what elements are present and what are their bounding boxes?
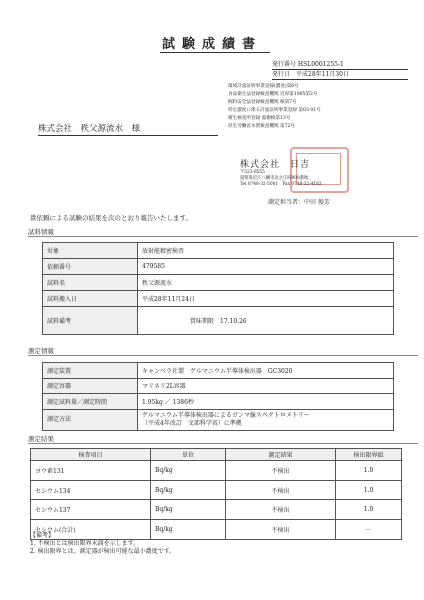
table-row [43, 394, 394, 410]
test-info-table [42, 242, 394, 335]
company-address: 滋賀県近江八幡市北之庄町908番地 [240, 176, 309, 181]
table-header-row [31, 449, 402, 461]
result-value: 不検出 [226, 520, 336, 540]
row-label: 測定装置 [43, 363, 138, 379]
column-header: 検査項目 [31, 449, 151, 461]
result-item: セシウム(合計) [31, 520, 151, 540]
addressee: 株式会社 秩父源流水 様 [38, 122, 218, 136]
row-label: 測定容器 [43, 378, 138, 394]
table-row [43, 378, 394, 394]
row-label: 試料搬入日 [43, 291, 138, 307]
registration-item: 厚生労働省水質検査機関 第72号 [228, 124, 296, 129]
registration-item: 飼料安全法登録検査機関 検第7号 [228, 100, 297, 105]
issue-date: 発行日 平成28年11月30日 [272, 70, 408, 80]
row-value: 1.95kg ／ 1386秒 [138, 394, 394, 410]
document-title: 試験成績書 [161, 37, 262, 52]
section-divider [28, 236, 418, 237]
registration-item: 環境計量証明事業登録(濃度)第6号 [228, 84, 299, 89]
intro-text: 貴依頼による試験の結果を次のとおり報告いたします。 [30, 214, 192, 222]
method-line-1: ゲルマニウム半導体検出器によるガンマ線スペクトロメトリー [142, 411, 310, 419]
table-row [43, 409, 394, 430]
result-unit: Bq/kg [151, 480, 226, 500]
row-label: 測定試料量／測定時間 [43, 394, 138, 410]
table-row [31, 500, 402, 520]
method-line-2: （平成4年改訂 文部科学省）に準拠 [142, 419, 242, 427]
table-row [31, 461, 402, 481]
row-value: キャンベラ社製 ゲルマニウム半導体検出器 GC3020 [138, 363, 394, 379]
table-row [43, 243, 394, 259]
notes-block [30, 532, 175, 556]
row-value: 賞味期限 17.10.26 [138, 307, 394, 335]
measurement-person: 測定担当者：中田 俊芳 [268, 199, 330, 206]
table-row [43, 307, 394, 335]
result-limit: 1.0 [336, 480, 402, 500]
company-postal: 〒523-8555 [240, 170, 265, 175]
row-label: 試料備考 [43, 307, 138, 335]
column-header: 検出限界値 [336, 449, 402, 461]
registration-list [228, 83, 418, 131]
result-unit: Bq/kg [151, 520, 226, 540]
result-value: 不検出 [226, 480, 336, 500]
table-row [43, 275, 394, 291]
row-value: 放射能精密検査 [138, 243, 394, 259]
measurement-info-table [42, 362, 394, 431]
registration-item: 特定濃度に係る計量証明事業登録 第03-01号 [228, 108, 321, 113]
row-value: 秩父源流水 [138, 275, 394, 291]
column-header: 測定結果 [226, 449, 336, 461]
result-unit: Bq/kg [151, 461, 226, 481]
section-heading-test-info: 試料情報 [28, 228, 54, 236]
company-name: 株式会社 日吉 [240, 160, 311, 170]
note-item: 2. 検出限界とは、測定器が検出可能な最小濃度です。 [30, 548, 176, 555]
result-unit: Bq/kg [151, 500, 226, 520]
result-item: セシウム134 [31, 480, 151, 500]
section-heading-results: 測定結果 [28, 435, 54, 443]
company-phone: Tel 0748-32-5001 Fax 0748-32-4182 [240, 182, 322, 187]
table-row [43, 259, 394, 275]
result-limit: 1.0 [336, 500, 402, 520]
section-divider [28, 443, 418, 444]
table-row [31, 480, 402, 500]
section-divider [28, 355, 418, 356]
result-limit: － [336, 520, 402, 540]
result-value: 不検出 [226, 461, 336, 481]
results-table [30, 448, 402, 540]
table-row [43, 291, 394, 307]
result-item: ヨウ素131 [31, 461, 151, 481]
title-underline [160, 52, 270, 53]
row-value: 平成28年11月24日 [138, 291, 394, 307]
result-limit: 1.0 [336, 461, 402, 481]
registration-item: 食品衛生法登録検査機関 近厚第1005第2号 [228, 92, 318, 97]
row-label: 対象 [43, 243, 138, 259]
section-heading-measurement-info: 測定情報 [28, 347, 54, 355]
row-label: 試料名 [43, 275, 138, 291]
result-value: 不検出 [226, 500, 336, 520]
row-value [138, 409, 394, 430]
notes-heading: 【備考】 [30, 532, 55, 539]
row-value: マリネリ2L容器 [138, 378, 394, 394]
row-label: 測定方法 [43, 409, 138, 430]
row-label: 依頼番号 [43, 259, 138, 275]
table-row [43, 363, 394, 379]
registration-item: 衛生検査所登録 滋衛検第13号 [228, 116, 291, 121]
column-header: 単位 [151, 449, 226, 461]
note-item: 1. 不検出とは検出限界未満を示します。 [30, 540, 140, 547]
result-item: セシウム137 [31, 500, 151, 520]
issue-number: 発行番号 HSL0001255-1 [272, 60, 408, 70]
row-value: 479585 [138, 259, 394, 275]
company-address-block [240, 170, 322, 188]
